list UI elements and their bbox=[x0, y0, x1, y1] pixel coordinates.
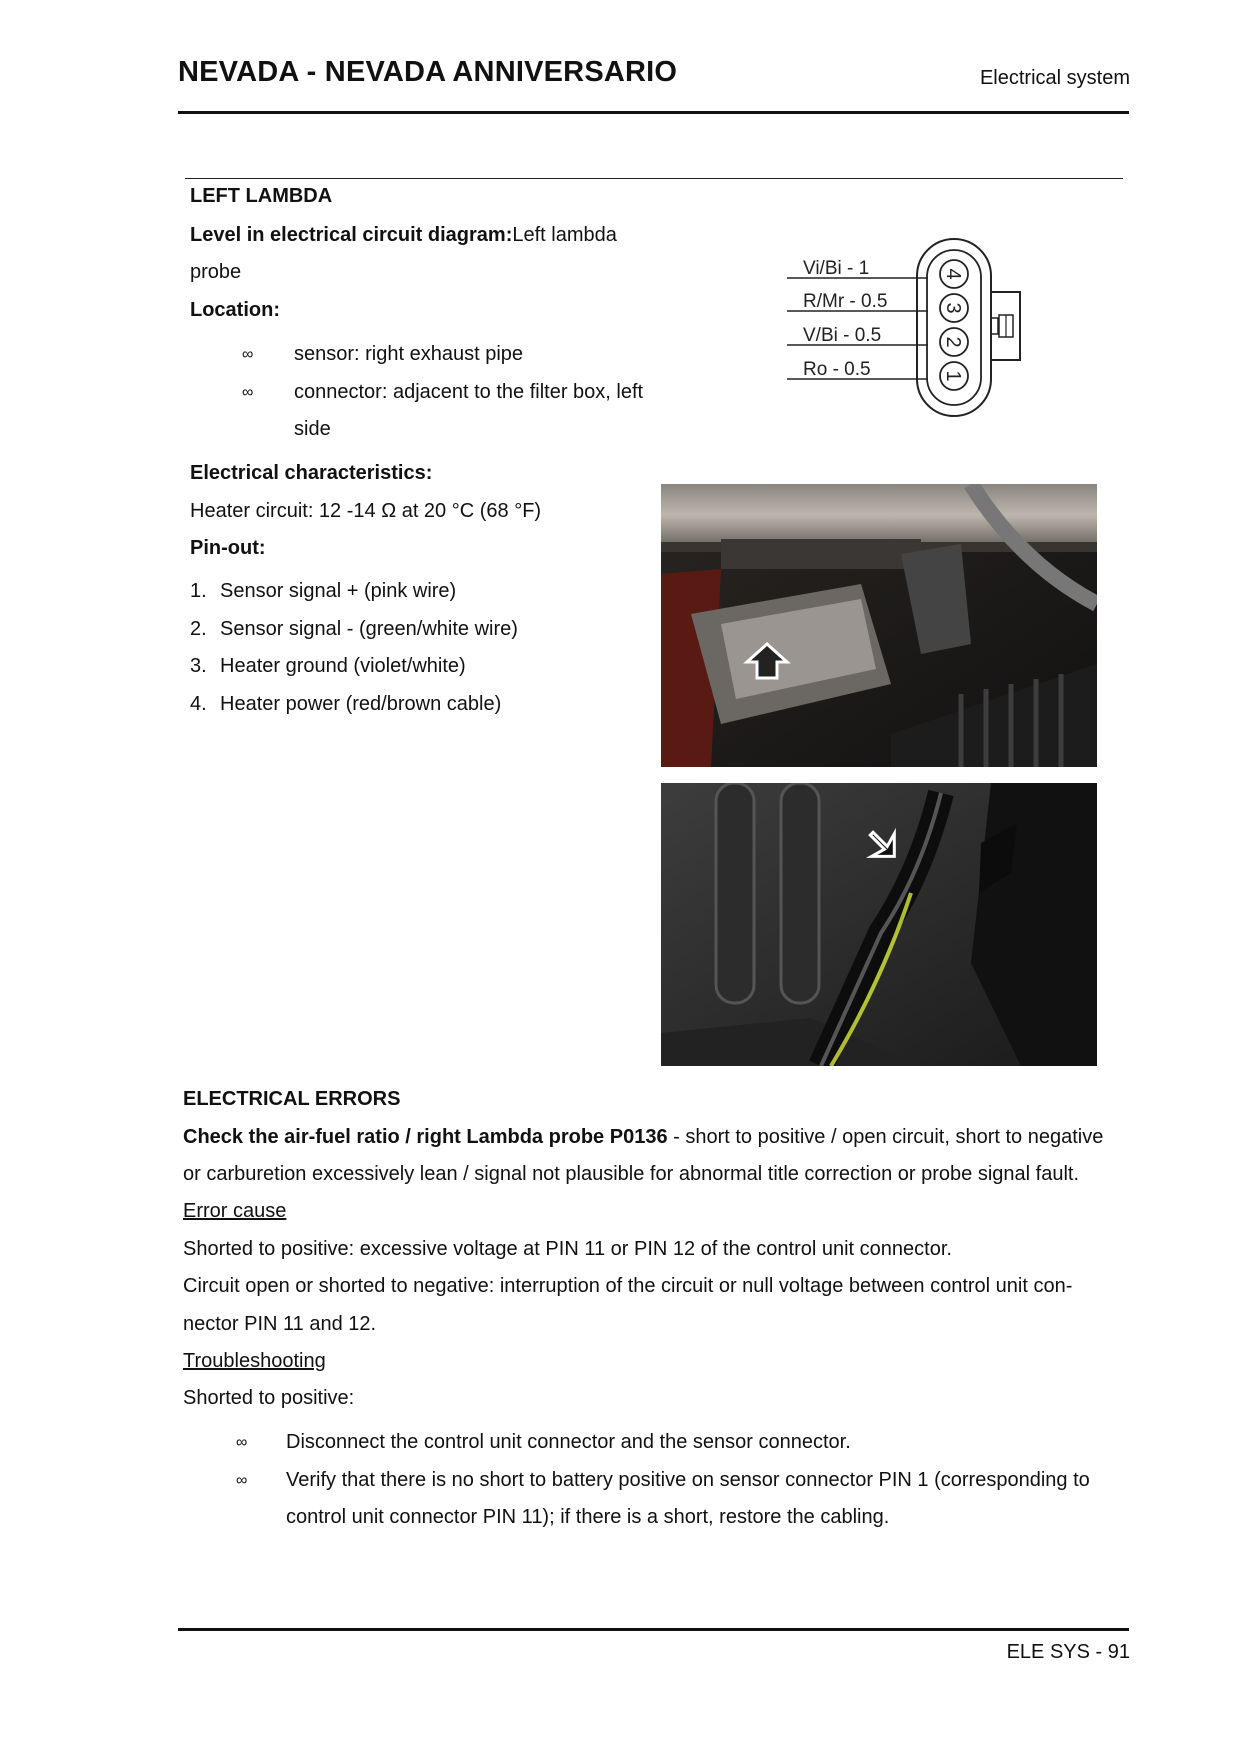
level-value: Left lambda bbox=[512, 224, 617, 246]
check-bold: Check the air-fuel ratio / right Lambda probe P0136 bbox=[183, 1126, 668, 1148]
pin-item: 4. Heater power (red/brown cable) bbox=[190, 692, 502, 715]
pinout-label: Pin-out: bbox=[190, 537, 266, 559]
pin-item: 1. Sensor signal + (pink wire) bbox=[190, 580, 457, 602]
level-value-cont: probe bbox=[190, 261, 242, 283]
section-name: Electrical system bbox=[979, 67, 1130, 89]
step-item: Verify that there is no short to battery positive on sensor connector PIN 1 (corresponding to bbox=[286, 1469, 1090, 1491]
page-title: NEVADA - NEVADA ANNIVERSARIO bbox=[178, 56, 678, 88]
left-lambda-heading: LEFT LAMBDA bbox=[190, 185, 333, 207]
location-item: sensor: right exhaust pipe bbox=[294, 343, 524, 365]
page-number: ELE SYS - 91 bbox=[1006, 1641, 1130, 1663]
cause-line: nector PIN 11 and 12. bbox=[183, 1313, 377, 1335]
errors-heading: ELECTRICAL ERRORS bbox=[183, 1088, 401, 1110]
check-line-2: or carburetion excessively lean / signal not plausible for abnormal title correction or probe signal fault. bbox=[183, 1163, 1080, 1185]
pinout-list bbox=[190, 573, 518, 723]
header-rule bbox=[178, 111, 1129, 114]
footer-rule bbox=[178, 1628, 1129, 1631]
location-item: connector: adjacent to the filter box, left bbox=[294, 381, 644, 403]
connector-diagram bbox=[780, 236, 1040, 421]
wire-label: Vi/Bi - 1 bbox=[803, 258, 870, 279]
check-line bbox=[183, 1119, 1103, 1157]
electrical-label: Electrical characteristics: bbox=[190, 462, 433, 484]
bullet-icon: ∞ bbox=[236, 1472, 248, 1489]
bullet-icon: ∞ bbox=[236, 1434, 248, 1451]
level-label: Level in electrical circuit diagram: bbox=[190, 224, 513, 246]
pin-number: 2 bbox=[942, 336, 964, 348]
pin-item: 3. Heater ground (violet/white) bbox=[190, 655, 466, 677]
wire-label: Ro - 0.5 bbox=[803, 359, 871, 380]
location-item-cont: side bbox=[294, 418, 331, 440]
error-cause-label: Error cause bbox=[183, 1200, 287, 1222]
electrical-value: Heater circuit: 12 -14 Ω at 20 °C (68 °F) bbox=[190, 500, 542, 522]
connector-photo bbox=[661, 783, 1097, 1066]
check-rest: - short to positive / open circuit, short to negative bbox=[667, 1126, 1104, 1148]
wire-label: R/Mr - 0.5 bbox=[803, 291, 888, 312]
wire-label: V/Bi - 0.5 bbox=[803, 325, 882, 346]
bullet-icon: ∞ bbox=[242, 346, 254, 363]
cause-line: Shorted to positive: excessive voltage at PIN 11 or PIN 12 of the control unit connector. bbox=[183, 1238, 952, 1260]
step-item: Disconnect the control unit connector and the sensor connector. bbox=[286, 1431, 851, 1453]
pin-number: 4 bbox=[942, 268, 964, 280]
level-line bbox=[190, 217, 617, 255]
bullet-icon: ∞ bbox=[242, 384, 254, 401]
location-label: Location: bbox=[190, 299, 280, 321]
pin-item: 2. Sensor signal - (green/white wire) bbox=[190, 617, 518, 640]
cause-line: Circuit open or shorted to negative: interruption of the circuit or null voltage between control unit con- bbox=[183, 1275, 1073, 1297]
step-item-cont: control unit connector PIN 11); if there is a short, restore the cabling. bbox=[286, 1506, 890, 1528]
sensor-photo bbox=[661, 484, 1097, 767]
pin-number: 1 bbox=[942, 370, 964, 382]
troubleshooting-label: Troubleshooting bbox=[183, 1350, 326, 1372]
pin-number: 3 bbox=[942, 302, 964, 314]
shorted-label: Shorted to positive: bbox=[183, 1387, 355, 1409]
